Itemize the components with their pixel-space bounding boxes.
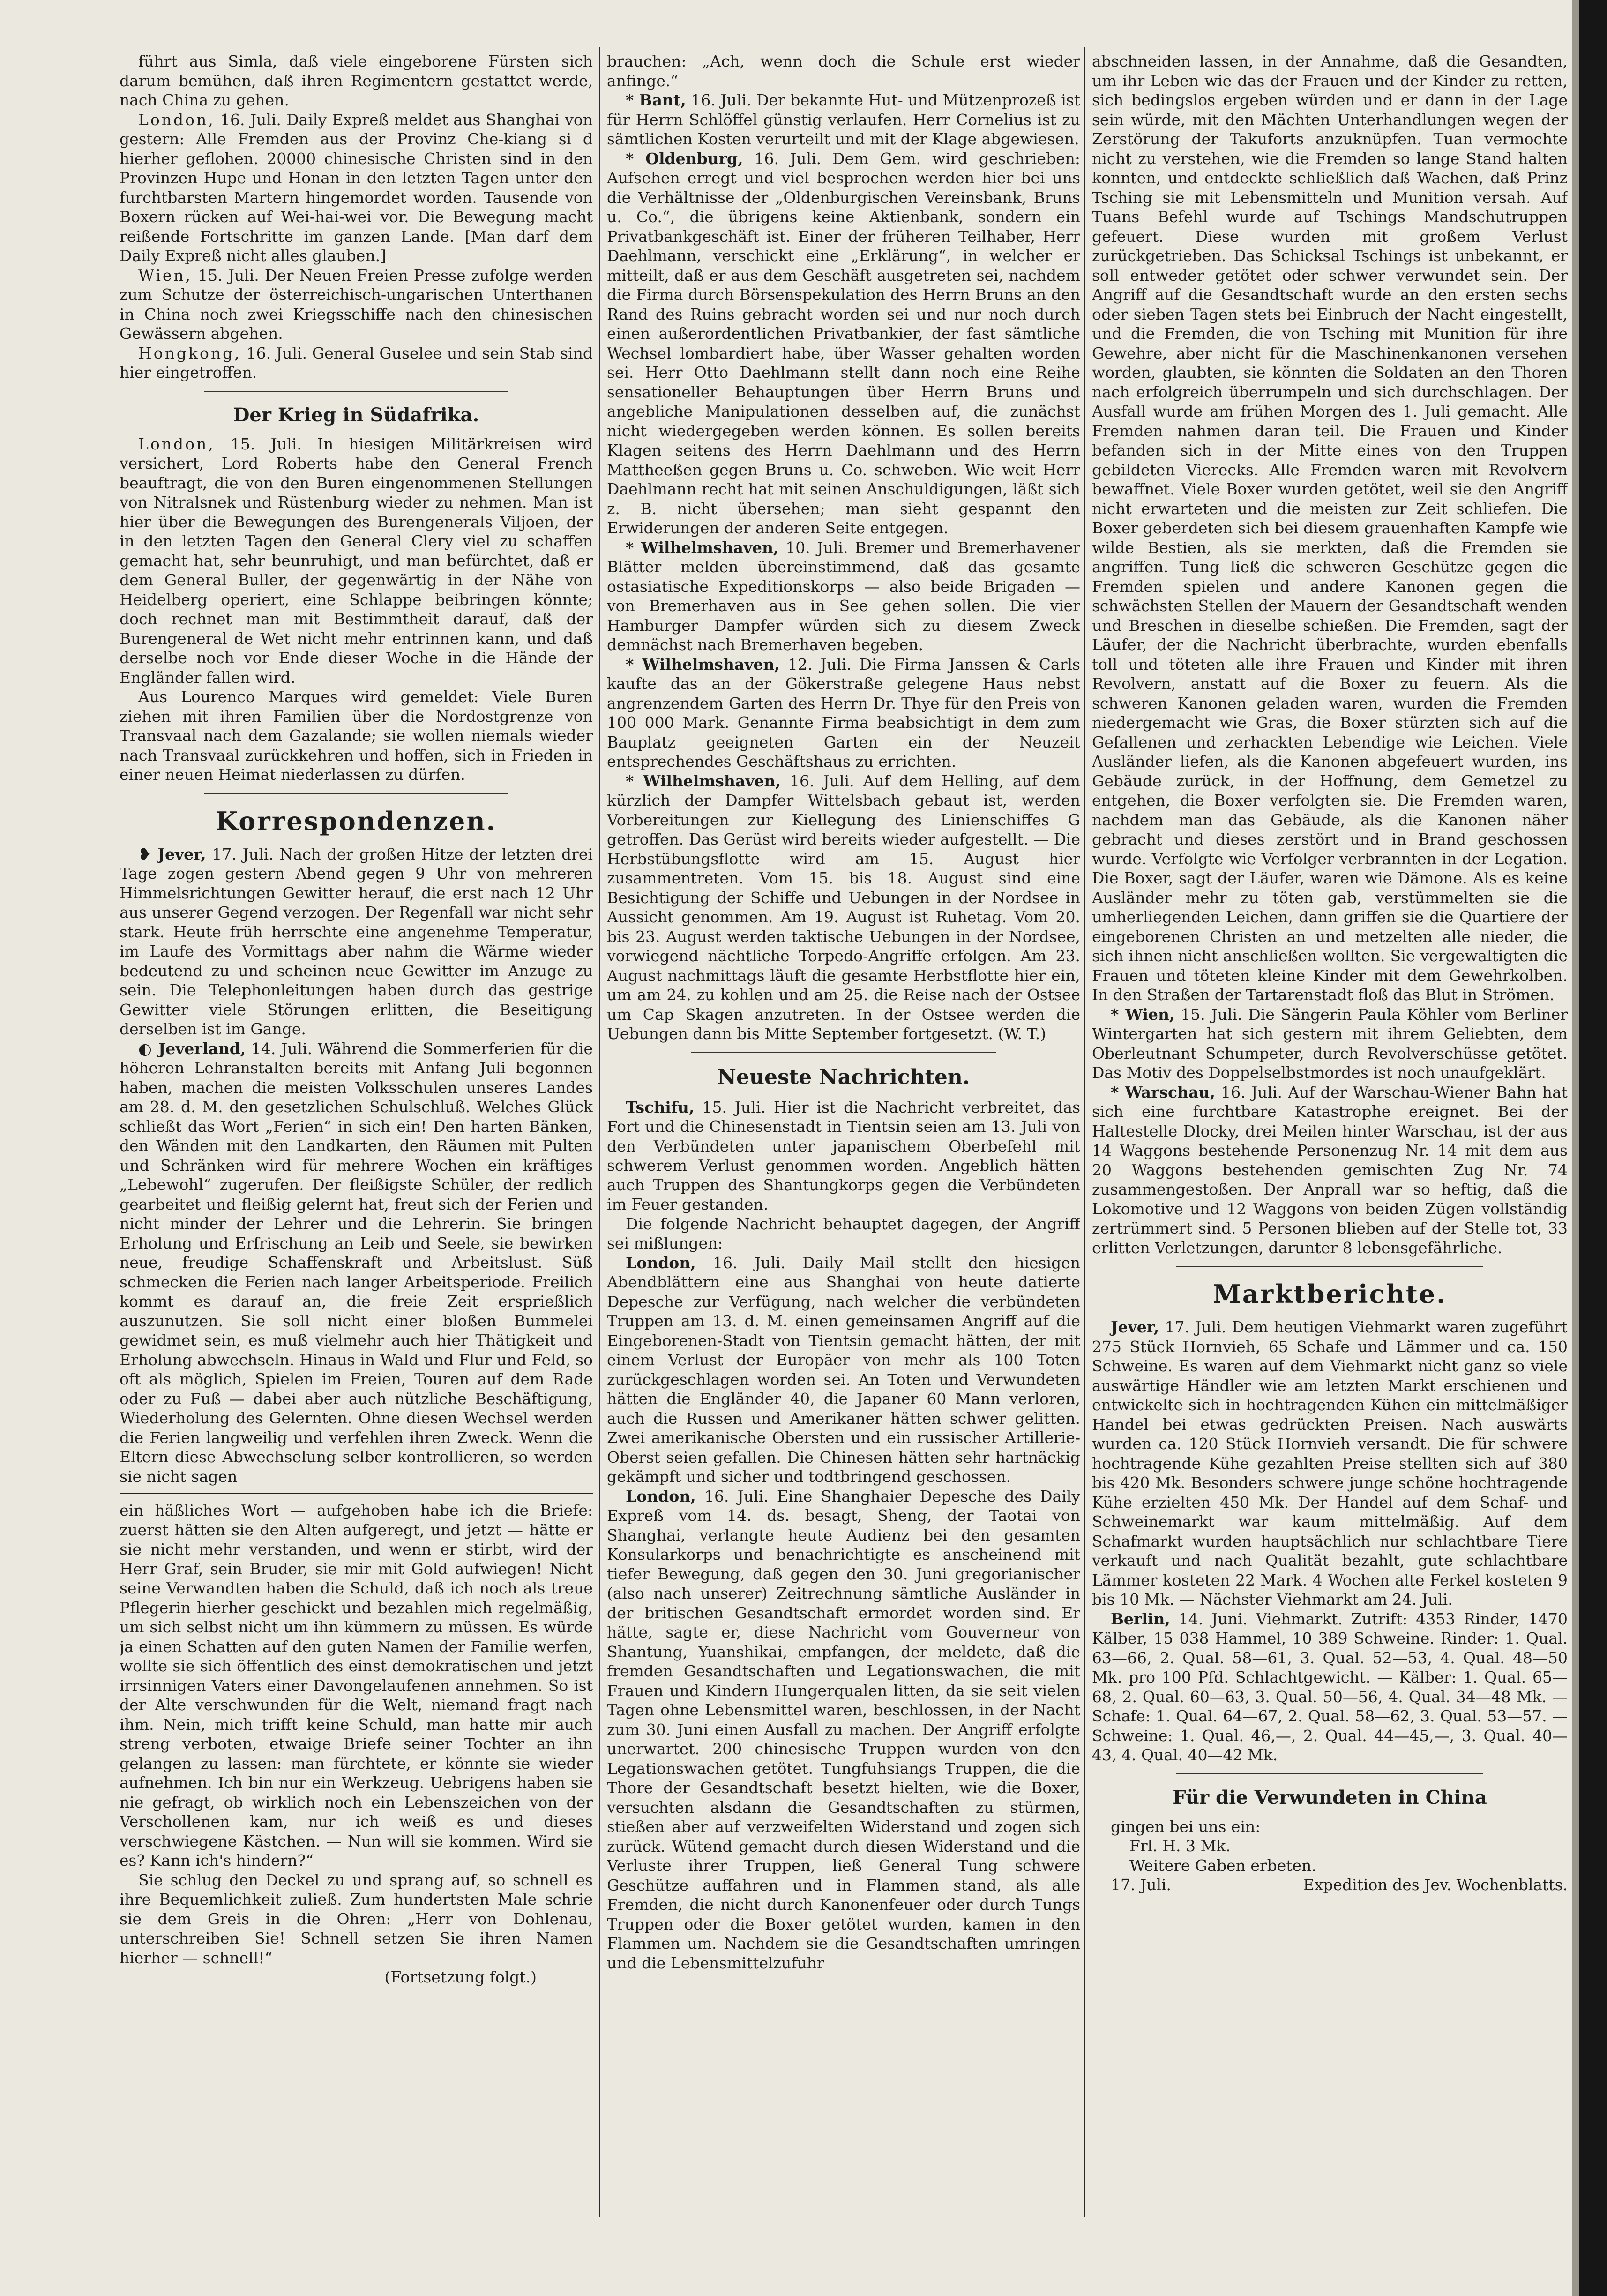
item-text: 15. Juli. Hier ist die Nachricht verbreitet, das Fort und die Chinesenstadt in Tientsin seien am 13. Juli von den Verbündeten unter japanischem Oberbefehl mit schwerem Verlust genommen worden. Angeblich hätten auch Truppen des Shantungkorps gegen die Verbündeten im Feuer gestanden. xyxy=(607,1098,1080,1213)
section-heading: Für die Verwundeten in China xyxy=(1173,1786,1487,1809)
dateline: * Wilhelmshaven, xyxy=(626,655,780,673)
item-text: 12. Juli. Die Firma Janssen & Carls kaufte das an der Gökerstraße gelegene Haus nebst angrenzendem Garten des Herrn Dr. Thye für den Preis von 100 000 Mark. Genannte Firma beabsichtigt in dem zum Bauplatz geeigneten Garten ein der Neuzeit entsprechendes Geschäftshaus zu errichten. xyxy=(607,655,1080,770)
separator xyxy=(204,391,508,392)
dateline: * Wien, xyxy=(1111,1005,1175,1024)
article-text: Weitere Gaben erbeten. xyxy=(1129,1856,1316,1875)
news-item xyxy=(607,1253,1080,1487)
dateline: * Wilhelmshaven, xyxy=(626,538,779,557)
signature-date: 17. Juli. xyxy=(1111,1876,1172,1894)
item-text: 10. Juli. Bremer und Bremerhavener Blätter melden übereinstimmend, daß das gesamte ostasiatische Expeditionskorps — also beide Brigaden — von Bremerhaven aus in See gehen sollen. Die vier Hamburger Dampfer würden sich zu diesem Zweck demnächst nach Bremerhaven begeben. xyxy=(607,538,1080,654)
news-item xyxy=(1092,1005,1568,1083)
item-text: 16. Juli. Auf dem Helling, auf dem kürzlich der Dampfer Wittelsbach gebaut ist, werden Vorbereitungen zur Kiellegung des Linienschiffes G getroffen. Das Gerüst wird bereits wieder aufgestellt. — Die Herbstübungsflotte wird am 15. August hier zusammentreten. Vom 15. bis 18. August sind eine Besichtigung der Schiffe und Uebungen in der Nordsee in Aussicht genommen. Am 19. August ist Ruhetag. Vom 20. bis 23. August werden taktische Uebungen in der Nordsee, vorwiegend nächtliche Torpedo-Angriffe erfolgen. Am 23. August nachmittags läuft die gesamte Herbstflotte hier ein, um am 24. zu kohlen und am 25. die Reise nach der Ostsee um Cap Skagen anzutreten. In der Ostsee werden die Uebungen dann bis Mitte September fortgesetzt. (W. T.) xyxy=(607,771,1080,1043)
dateline: ◐ Jeverland, xyxy=(138,1039,246,1058)
page-edge-shadow xyxy=(1572,0,1579,2296)
separator xyxy=(691,1052,996,1053)
serial-text: Sie schlug den Deckel zu und sprang auf, so schnell es ihre Bequemlichkeit zuließ. Zum hundertsten Male schrie sie dem Greis in die Ohren: „Herr von Dohlenau, unterschreiben Sie! Schnell setzen Sie ihren Namen hierher — schnell!“ xyxy=(120,1870,593,1967)
dateline: Berlin, xyxy=(1111,1609,1170,1628)
dateline: London, xyxy=(626,1487,696,1505)
market-report xyxy=(1092,1317,1568,1609)
column-1 xyxy=(120,52,593,2217)
dateline: * Warschau, xyxy=(1111,1083,1215,1101)
feuilleton-rule xyxy=(120,1493,593,1494)
item-text: 16. Juli. Daily Expreß meldet aus Shanghai von gestern: Alle Fremden aus der Provinz Che-kiang si d hierher geflohen. 20000 chinesische Christen sind in den Provinzen Hupe und Honan in den letzten Tagen unter den furchtbarsten Martern hingemordet worden. Tausende von Boxern rücken auf Wei-hai-wei vor. Die Bewegung macht reißende Fortschritte im ganzen Lande. [Man darf dem Daily Expreß nicht alles glauben.] xyxy=(120,110,593,265)
item-text: 16. Juli. Eine Shanghaier Depesche des Daily Expreß vom 14. ds. besagt, Sheng, der Taotai von Shanghai, verlangte heute Audienz bei den gesamten Konsularkorps und benachrichtigte es anscheinend mit tiefer Bewegung, daß gegen den 30. Juni gregorianischer (also nach unserer) Zeitrechnung sämtliche Ausländer in der britischen Gesandtschaft ermordet worden sind. Er hätte, sagte er, diese Nachricht vom Gouverneur von Shantung, Yuanshikai, empfangen, der meldete, daß die fremden Gesandtschaften und Legationswachen, die mit Frauen und Kindern Hungerqualen litten, da sie seit vielen Tagen ohne Lebensmittel waren, beschlossen, in der Nacht zum 30. Juni einen Ausfall zu machen. Der Angriff erfolgte unerwartet. 200 chinesische Truppen wurden von den Legationswachen getötet. Tungfuhsiangs Truppen, die die Thore der Gesandtschaft besetzt hielten, wie die Boxer, versuchten alsdann die Gesandtschaften zu stürmen, stießen aber auf verzweifelten Widerstand und zogen sich zurück. Wütend gemacht durch diesen Widerstand und die Verluste ihrer Truppen, ließ General Tung schwere Geschütze auffahren und in Flammen stand, als alle Fremden, die nicht durch Kanonenfeuer oder durch Tungs Truppen oder die Boxer getötet wurden, kamen in den Flammen um. Nachdem sie die Gesandtschaften umringen und die Lebensmittelzufuhr xyxy=(607,1487,1080,1972)
item-text: 16. Juli. Daily Mail stellt den hiesigen Abendblättern eine aus Shanghai von heute datierte Depesche zur Verfügung, nach welcher die verbündeten Truppen am 13. d. M. einen gemeinsamen Angriff auf die Eingeborenen-Stadt von Tientsin gemacht hätten, der mit einem Verlust der Europäer von mehr als 100 Toten zurückgeschlagen worden sei. An Toten und Verwundeten hätten die Engländer 40, die Japaner 60 Mann verloren, auch die Russen und Amerikaner hätten schwer gelitten. Zwei amerikanische Obersten und ein russischer Artillerie-Oberst seien gefallen. Die Chinesen hätten sehr hartnäckig gekämpft und sicher und todtbringend geschossen. xyxy=(607,1253,1080,1486)
signature-line xyxy=(1092,1875,1568,1895)
dateline: London, xyxy=(626,1253,696,1272)
news-item xyxy=(120,344,593,382)
item-text: 17. Juli. Nach der großen Hitze der letzten drei Tage zogen gestern Abend gegen 9 Uhr von mehreren Himmelsrichtungen Gewitter herauf, die erst nach 12 Uhr aus unserer Gegend verzogen. Der Regenfall war nicht sehr stark. Heute früh herrschte eine angenehme Temperatur, im Laufe des Vormittags aber nahm die Wärme wieder bedeutend zu und scheinen neue Gewitter im Anzuge zu sein. Die Telephonleitungen haben durch das gestrige Gewitter viele Störungen erlitten, die Beseitigung derselben ist im Gange. xyxy=(120,845,593,1038)
continuation-note: (Fortsetzung folgt.) xyxy=(384,1968,537,1986)
item-text: 15. Juli. Der Neuen Freien Presse zufolge werden zum Schutze der österreichisch-ungarischen Unterthanen in China noch zwei Kriegsschiffe nach den chinesischen Gewässern abgehen. xyxy=(120,266,593,343)
dateline: * Wilhelmshaven, xyxy=(626,771,781,790)
article-text: abschneiden lassen, in der Annahme, daß die Gesandten, um ihr Leben wie das der Frauen und der Kinder zu retten, sich bedingslos ergeben würden und er dann in der Lage sein würde, mit den Mächten Unterhandlungen wegen der Zerstörung der Takuforts anzuknüpfen. Tuan vermochte nicht zu verstehen, wie die Fremden so lange Stand halten konnten, und entdeckte schließlich daß Wachen, daß Prinz Tsching sie mit Lebensmitteln und Munition versah. Auf Tuans Befehl wurde auf Tschings Mandschutruppen gefeuert. Diese wurden mit großem Verlust zurückgetrieben. Das Schicksal Tschings ist unbekannt, er soll entweder getötet oder schwer verwundet sein. Der Angriff auf die Gesandtschaft wurde an den ersten sechs oder sieben Tagen stets bei Einbruch der Nacht eingestellt, und die Fremden, die von Tsching mit Munition für ihre Gewehre, aber nicht für die Maschinenkanonen versehen worden, glaubten, sie könnten die Soldaten an den Thoren nach erfolgreich überrumpeln und sich durchschlagen. Der Ausfall wurde am frühen Morgen des 1. Juli gemacht. Alle Fremden nahmen daran teil. Die Frauen und Kinder befanden sich in der Mitte eines von den Truppen gebildeten Vierecks. Alle Fremden waren mit Revolvern bewaffnet. Viele Boxer wurden getötet, weil sie den Angriff nicht erwarteten und die meisten zur Zeit schliefen. Die Boxer geberdeten sich bei diesem grauenhaften Kampfe wie wilde Bestien, als sie merkten, daß die Fremden sie angriffen. Tung ließ die schweren Geschütze gegen die Fremden spielen und andere Kanonen gegen die schwächsten Stellen der Mauern der Gesandtschaft wenden und Breschen in dieselbe schießen. Die Fremden, sagt der Läufer, der die Nachricht überbrachte, wurden ebenfalls toll und töteten alle ihre Frauen und Kinder mit ihren Revolvern, anstatt auf die Boxer zu feuern. Als die schweren Kanonen geladen waren, wurden die Fremden niedergemacht wie Gras, die Boxer stürzten sich auf die Gefallenen und zerhackten Lebendige wie Leichen. Viele Ausländer liefen, als die Kanonen abgefeuert wurden, ins Gebäude zurück, in der Hoffnung, dem Gemetzel zu entgehen, die Boxer verfolgten sie. Die Fremden waren, nachdem man das Gebäude, als die Kanonen näher gebracht und dieses zerstört und in Brand geschossen wurde. Verfolgte wie Verfolger verbrannten in der Legation. Die Boxer, sagt der Läufer, waren wie Dämone. Als es keine Ausländer mehr zu töten gab, verstümmelten sie die umherliegenden Leichen, dann griffen sie die Quartiere der eingeborenen Christen an und metzelten alle nieder, die sich ihnen nicht anschließen wollten. Sie vergewaltigten die Frauen und töteten kleine Kinder mit dem Gewehrkolben. In den Straßen der Tartarenstadt floß das Blut in Strömen. xyxy=(1092,52,1568,1004)
item-text: 16. Juli. Auf der Warschau-Wiener Bahn hat sich eine furchtbare Katastrophe ereignet. Bei der Haltestelle Dlocky, drei Meilen hinter Warschau, ist der aus 14 Waggons bestehende Personenzug Nr. 14 mit dem aus 20 Waggons bestehenden gemischten Zug Nr. 74 zusammengestoßen. Der Anprall war so heftig, daß die Lokomotive und 12 Waggons von beiden Zügen vollständig zertrümmert sind. 5 Personen blieben auf der Stelle tot, 33 erlitten Verletzungen, darunter 8 lebensgefährliche. xyxy=(1092,1083,1568,1257)
column-rule-1 xyxy=(599,47,600,2217)
dateline: Hongkong, xyxy=(138,344,241,362)
news-item xyxy=(120,845,593,1039)
section-heading: Korrespondenzen. xyxy=(216,806,497,836)
section-heading: Marktberichte. xyxy=(1213,1279,1447,1309)
scan-border xyxy=(1579,0,1607,2296)
column-2 xyxy=(607,52,1080,2217)
item-text: 15. Juli. Die Sängerin Paula Köhler vom Berliner Wintergarten hat sich gestern mit ihrem Geliebten, dem Oberleutnant Schumpeter, durch Revolverschüsse getötet. Das Motiv des Doppelselbstmordes ist noch unaufgeklärt. xyxy=(1092,1005,1568,1082)
news-item xyxy=(607,655,1080,771)
news-item xyxy=(607,149,1080,538)
dateline: Tschifu, xyxy=(626,1098,695,1116)
dateline: Wien, xyxy=(138,266,193,284)
item-text: 15. Juli. In hiesigen Militärkreisen wird versichert, Lord Roberts habe den General French beauftragt, die von den Buren eingenommenen Stellungen von Nitralsnek und Rüstenburg wieder zu nehmen. Man ist hier über die Bewegungen des Burengenerals Viljoen, der in den letzten Tagen den General Clery viel zu schaffen gemacht hat, sehr beunruhigt, und man befürchtet, daß er dem General Buller, der gegenwärtig in der Nähe von Heidelberg operiert, eine Schlappe beibringen könnte; doch rechnet man mit Bestimmtheit darauf, daß der Burengeneral de Wet nicht mehr entrinnen kann, und daß derselbe noch vor Ende dieser Woche in die Hände der Engländer fallen wird. xyxy=(120,434,593,687)
signature-name: Expedition des Jev. Wochenblatts. xyxy=(1303,1876,1568,1894)
article-text: Aus Lourenco Marques wird gemeldet: Viele Buren ziehen mit ihren Familien über die Nordostgrenze von Transvaal nach dem Gazalande; sie wollen niemals wieder nach Transvaal zurückkehren und hoffen, sich in Frieden in einer neuen Heimat niederlassen zu dürfen. xyxy=(120,688,593,784)
news-item xyxy=(120,110,593,266)
item-text: 14. Juli. Während die Sommerferien für die höheren Lehranstalten bereits mit Anfang Juli begonnen haben, machen die meisten Volksschulen unseres Landes am 28. d. M. den gesetzlichen Schulschluß. Welches Glück schließt das Wort „Ferien“ in sich ein! Den harten Bänken, den Wänden mit den Landkarten, den Räumen mit Pulten und Schränken wird für mehrere Wochen ein kräftiges „Lebewohl“ zugerufen. Der fleißigste Schüler, der redlich gearbeitet und fleißig gelernt hat, freut sich der Ferien und nicht minder der Lehrer und die Lehrerin. Sie bringen Erholung und Erfrischung an Leib und Seele, sie bewirken neue, freudige Schaffenskraft und Arbeitslust. Süß schmecken die Ferien nach langer Arbeitsperiode. Freilich kommt es darauf an, die freie Zeit ersprießlich auszunutzen. Sie soll nicht einer bloßen Bummelei gewidmet sein, es muß vielmehr auch hier Thätigkeit und Erholung abwechseln. Hinaus in Wald und Flur und Feld, so oft als möglich, Spielen im Freien, Touren auf dem Rade oder zu Fuß — dabei aber auch nützliche Beschäftigung, Wiederholung des Gelernten. Ohne diesen Wechsel werden die Ferien langweilig und verfehlen ihren Zweck. Wenn die Eltern diese Abwechselung selber kontrollieren, so werden sie nicht sagen xyxy=(120,1039,593,1486)
donation-entry: Frl. H. 3 Mk. xyxy=(1129,1837,1231,1855)
separator xyxy=(1176,1773,1483,1774)
item-text: 16. Juli. Der bekannte Hut- und Mützenprozeß ist für Herrn Schlöffel günstig verlaufen. Herr Cornelius ist zu sämtlichen Kosten verurteilt und mit der Klage abgewiesen. xyxy=(607,91,1080,148)
separator xyxy=(204,793,508,794)
separator xyxy=(1176,1266,1483,1267)
column-3 xyxy=(1092,52,1568,2217)
column-rule-2 xyxy=(1084,47,1085,2217)
news-item xyxy=(120,1039,593,1487)
news-item xyxy=(607,90,1080,149)
news-item xyxy=(607,1098,1080,1214)
item-text: 17. Juli. Dem heutigen Viehmarkt waren zugeführt 275 Stück Hornvieh, 65 Schafe und Lämmer und ca. 150 Schweine. Es waren auf dem Viehmarkt nicht ganz so viele auswärtige Händler wie am letzten Markt erschienen und entwickelte sich in hochtragenden Kühen ein mittelmäßiger Handel bei etwas gedrückten Preisen. Nach auswärts wurden ca. 120 Stück Hornvieh versandt. Die für schwere hochtragende Kühe gezahlten Preise stellten sich auf 380 bis 420 Mk. Besonders schwere junge schöne hochtragende Kühe erzielten 450 Mk. Der Handel auf dem Schaf- und Schweinemarkt war kaum mittelmäßig. Auf dem Schafmarkt wurden hauptsächlich nur schlachtbare Tiere verkauft und nach Qualität bezahlt, gute schlachtbare Lämmer kosteten 22 Mark. 4 Wochen alte Ferkel kosteten 9 bis 10 Mk. — Nächster Viehmarkt am 24. Juli. xyxy=(1092,1318,1568,1608)
news-item xyxy=(607,771,1080,1044)
market-report xyxy=(1092,1609,1568,1765)
news-item xyxy=(120,266,593,344)
serial-text: ein häßliches Wort — aufgehoben habe ich die Briefe: zuerst hätten sie den Alten aufgeregt, und jetzt — hätte er sie nicht mehr verstanden, und wenn er stirbt, wird der Herr Graf, sein Bruder, sie mir mit Gold aufwiegen! Nicht seine Verwandten haben die Schuld, daß ich noch als treue Pflegerin hierher geschickt und bezahlen mich regelmäßig, um sich selbst nicht um ihn kümmern zu müssen. Es würde ja einen Schatten auf den guten Namen der Familie werfen, wollte sie sich öffentlich des einst demokratischen und jetzt irrsinnigen Vaters einer Davongelaufenen annehmen. So ist der Alte verschwunden für die Welt, niemand fragt nach ihm. Nein, mich trifft keine Schuld, man hatte mir auch streng verboten, etwaige Briefe seiner Tochter an ihn gelangen zu lassen: man fürchtete, er könnte sie wieder aufnehmen. Ich bin nur ein Werkzeug. Uebrigens haben sie nie gefragt, ob wirklich noch ein Lebenszeichen von der Verschollenen kam, nur ich weiß es und dieses verschwiegene Kästchen. — Nun will sie kommen. Wird sie es? Kann ich's hindern?“ xyxy=(120,1501,593,1870)
dateline: London, xyxy=(138,434,215,453)
dateline: * Oldenburg, xyxy=(626,149,743,168)
section-heading: Neueste Nachrichten. xyxy=(717,1065,970,1089)
article-text: brauchen: „Ach, wenn doch die Schule erst wieder anfinge.“ xyxy=(607,52,1080,90)
news-item xyxy=(1092,1083,1568,1258)
dateline: Jever, xyxy=(1111,1318,1159,1336)
dateline: London, xyxy=(138,110,215,129)
article-text: Die folgende Nachricht behauptet dagegen, der Angriff sei mißlungen: xyxy=(607,1214,1080,1252)
dateline: ❥ Jever, xyxy=(138,845,206,863)
article-text: gingen bei uns ein: xyxy=(1111,1817,1261,1836)
section-heading: Der Krieg in Südafrika. xyxy=(233,404,479,426)
item-text: 16. Juli. Dem Gem. wird geschrieben: Aufsehen erregt und viel besprochen werden hier bei uns die Verhältnisse der „Oldenburgischen Vereinsbank, Bruns u. Co.“, die übrigens keine Aktienbank, sondern ein Privatbankgeschäft ist. Einer der früheren Teilhaber, Herr Daehlmann, verschickt eine „Erklärung“, in welcher er mitteilt, daß er aus dem Geschäft ausgetreten sei, nachdem die Firma durch Börsenspekulation des Herrn Bruns an den Rand des Ruins gebracht worden sei und nur noch durch einen außerordentlichen Privatbankier, der fast sämtliche Wechsel lombardiert habe, über Wasser gehalten worden sei. Herr Otto Daehlmann stellt dann noch eine Reihe sensationeller Behauptungen über Herrn Bruns und angebliche Manipulationen desselben auf, die zunächst nicht wiedergegeben werden können. Es sollen bereits Klagen seitens des Herrn Daehlmann und des Herrn Mattheeßen gegen Bruns u. Co. schweben. Wie weit Herr Daehlmann recht hat mit seinen Anschuldigungen, läßt sich z. B. nicht übersehen; man sieht gespannt den Erwiderungen der anderen Seite entgegen. xyxy=(607,149,1080,537)
article-text: führt aus Simla, daß viele eingeborene Fürsten sich darum bemühen, daß ihren Regimentern gestattet werde, nach China zu gehen. xyxy=(120,52,593,109)
news-item xyxy=(607,1487,1080,1973)
item-text: 14. Juni. Viehmarkt. Zutrift: 4353 Rinder, 1470 Kälber, 15 038 Hammel, 10 389 Schweine. Rinder: 1. Qual. 63—66, 2. Qual. 58—61, 3. Qual. 52—53, 4. Qual. 48—50 Mk. pro 100 Pfd. Schlachtgewicht. — Kälber: 1. Qual. 65—68, 2. Qual. 60—63, 3. Qual. 50—56, 4. Qual. 34—48 Mk. — Schafe: 1. Qual. 64—67, 2. Qual. 58—62, 3. Qual. 53—57. — Schweine: 1. Qual. 46,—, 2. Qual. 44—45,—, 3. Qual. 40—43, 4. Qual. 40—42 Mk. xyxy=(1092,1609,1568,1764)
news-item xyxy=(607,538,1080,655)
item-text: 16. Juli. General Guselee und sein Stab sind hier eingetroffen. xyxy=(120,344,593,381)
news-item xyxy=(120,434,593,688)
dateline: * Bant, xyxy=(626,91,686,109)
